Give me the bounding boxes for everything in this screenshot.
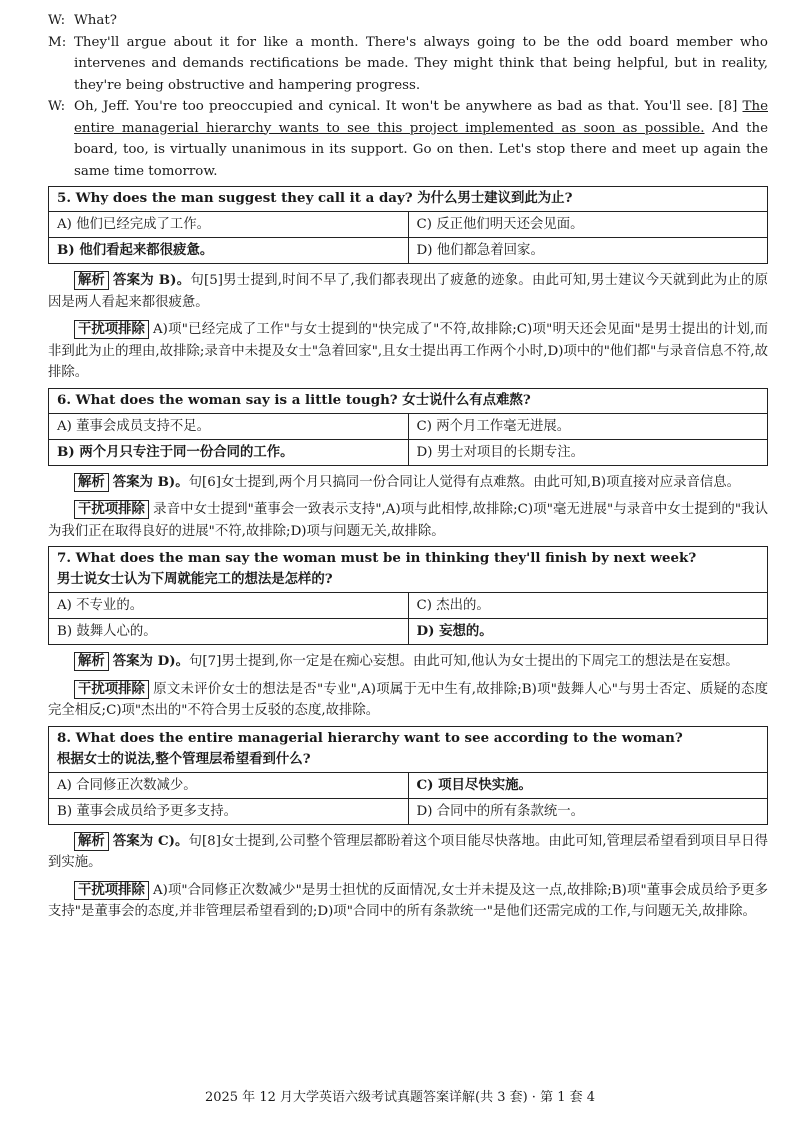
question-text-en: 7. What does the man say the woman must be in thinking they'll finish by next week? bbox=[57, 550, 697, 566]
option-a: A) 董事会成员支持不足。 bbox=[57, 418, 211, 434]
question-box-8 bbox=[48, 726, 768, 825]
dialogue-line bbox=[48, 32, 768, 97]
distractor-text: 录音中女士提到"董事会一致表示支持",A)项与此相悖,故排除;C)项"毫无进展"与录音中女士提到的"我认为我们正在取得良好的进展"不符,故排除;D)项与问题无关,故排除。 bbox=[48, 502, 768, 539]
distractor-paragraph bbox=[48, 679, 768, 722]
question-text-en: 8. What does the entire managerial hierarchy want to see according to the woman? bbox=[57, 729, 683, 746]
question-text-cn: 男士说女士认为下周就能完工的想法是怎样的? bbox=[57, 571, 333, 587]
question-text bbox=[49, 727, 767, 773]
dialogue-text: They'll argue about it for like a month. There's always going to be the odd board member who intervenes and demands rectifications be made. They might think that being helpful, but in reality, they're being obstructive and hampering progress. bbox=[74, 34, 768, 93]
option-c: C) 杰出的。 bbox=[408, 593, 768, 618]
distractor-paragraph bbox=[48, 499, 768, 542]
answer-text: 答案为 C)。 bbox=[112, 832, 189, 849]
question-box-6 bbox=[48, 388, 768, 466]
options-row bbox=[49, 593, 767, 619]
distractor-label: 干扰项排除 bbox=[74, 680, 149, 699]
question-box-5 bbox=[48, 186, 768, 264]
dialogue-text: What? bbox=[74, 13, 117, 28]
analysis-paragraph bbox=[48, 472, 768, 494]
options-row bbox=[49, 440, 767, 465]
option-a: A) 不专业的。 bbox=[57, 598, 144, 613]
option-b-correct: B) 他们看起来都很疲惫。 bbox=[57, 242, 214, 258]
answer-text: 答案为 B)。 bbox=[112, 473, 189, 490]
options-row bbox=[49, 619, 767, 644]
option-a: A) 合同修正次数减少。 bbox=[57, 777, 197, 793]
options-row bbox=[49, 212, 767, 238]
speaker: M: bbox=[48, 34, 67, 50]
analysis-paragraph bbox=[48, 831, 768, 874]
speaker: W: bbox=[48, 13, 66, 28]
options-row bbox=[49, 773, 767, 799]
dialogue-line bbox=[48, 96, 768, 182]
options-row bbox=[49, 238, 767, 263]
analysis-paragraph bbox=[48, 651, 768, 673]
option-d: D) 他们都急着回家。 bbox=[408, 238, 768, 263]
distractor-label: 干扰项排除 bbox=[74, 320, 149, 339]
option-a: A) 他们已经完成了工作。 bbox=[57, 217, 211, 232]
question-text: 5. Why does the man suggest they call it a day? 为什么男士建议到此为止? bbox=[49, 187, 767, 212]
options-row bbox=[49, 799, 767, 824]
answer-text: 答案为 D)。 bbox=[112, 653, 189, 669]
question-text-cn: 根据女士的说法,整个管理层希望看到什么? bbox=[57, 750, 311, 767]
analysis-label: 解析 bbox=[74, 652, 109, 671]
question-box-7 bbox=[48, 546, 768, 645]
option-d-correct: D) 妄想的。 bbox=[408, 619, 768, 644]
dialogue-line bbox=[48, 10, 768, 32]
option-d: D) 男士对项目的长期专注。 bbox=[408, 440, 768, 465]
option-c: C) 两个月工作毫无进展。 bbox=[408, 414, 768, 439]
dialogue-text-post: And the board, too, is virtually unanimous in its support. Go on then. Let's stop there and meet up again the same time tomorrow. bbox=[74, 120, 769, 179]
distractor-paragraph bbox=[48, 880, 768, 923]
underlined-key-sentence: The entire managerial hierarchy wants to see this project implemented as soon as possible. bbox=[74, 99, 768, 136]
analysis-text: 句[8]女士提到,公司整个管理层都盼着这个项目能尽快落地。由此可知,管理层希望看到项目早日得到实施。 bbox=[48, 833, 769, 870]
page-footer: 2025 年 12 月大学英语六级考试真题答案详解(共 3 套) · 第 1 套 4 bbox=[204, 1090, 596, 1105]
option-d: D) 合同中的所有条款统一。 bbox=[408, 799, 768, 824]
distractor-label: 干扰项排除 bbox=[74, 881, 149, 900]
answer-text: 答案为 B)。 bbox=[112, 272, 191, 288]
option-b: B) 董事会成员给予更多支持。 bbox=[57, 803, 238, 819]
distractor-label: 干扰项排除 bbox=[74, 500, 149, 519]
analysis-text: 句[5]男士提到,时间不早了,我们都表现出了疲惫的迹象。由此可知,男士建议今天就到此为止的原因是两人看起来都很疲惫。 bbox=[48, 273, 768, 310]
analysis-label: 解析 bbox=[74, 271, 109, 290]
option-b-correct: B) 两个月只专注于同一份合同的工作。 bbox=[57, 443, 294, 460]
dialogue-text-pre: Oh, Jeff. You're too preoccupied and cynical. It won't be anywhere as bad as that. You'll see. [8] bbox=[74, 99, 743, 114]
distractor-text: 原文未评价女士的想法是否"专业",A)项属于无中生有,故排除;B)项"鼓舞人心"与男士否定、质疑的态度完全相反;C)项"杰出的"不符合男士反驳的态度,故排除。 bbox=[48, 681, 768, 718]
analysis-paragraph bbox=[48, 270, 768, 313]
question-text: 6. What does the woman say is a little tough? 女士说什么有点难熬? bbox=[49, 389, 767, 414]
question-text bbox=[49, 547, 767, 593]
analysis-text: 句[6]女士提到,两个月只搞同一份合同让人觉得有点难熬。由此可知,B)项直接对应录音信息。 bbox=[188, 474, 741, 490]
option-c: C) 反正他们明天还会见面。 bbox=[408, 212, 768, 237]
distractor-text: A)项"已经完成了工作"与女士提到的"快完成了"不符,故排除;C)项"明天还会见面"是男士提出的计划,而非到此为止的理由,故排除;录音中未提及女士"急着回家",且女士提出再工作两个小时,D)项中的"他们都"与录音信息不符,故排除。 bbox=[48, 322, 768, 380]
analysis-text: 句[7]男士提到,你一定是在痴心妄想。由此可知,他认为女士提出的下周完工的想法是在妄想。 bbox=[188, 654, 739, 669]
option-b: B) 鼓舞人心的。 bbox=[57, 624, 157, 639]
options-row bbox=[49, 414, 767, 440]
analysis-label: 解析 bbox=[74, 473, 109, 492]
option-c-correct: C) 项目尽快实施。 bbox=[408, 773, 768, 798]
distractor-paragraph bbox=[48, 319, 768, 384]
analysis-label: 解析 bbox=[74, 832, 109, 851]
speaker: W: bbox=[48, 99, 66, 114]
dialogue-text bbox=[74, 96, 768, 182]
distractor-text: A)项"合同修正次数减少"是男士担忧的反面情况,女士并未提及这一点,故排除;B)项"董事会成员给予更多支持"是董事会的态度,并非管理层希望看到的;D)项"合同中的所有条款统一"是他们还需完成的工作,与问题无关,故排除。 bbox=[48, 882, 768, 919]
